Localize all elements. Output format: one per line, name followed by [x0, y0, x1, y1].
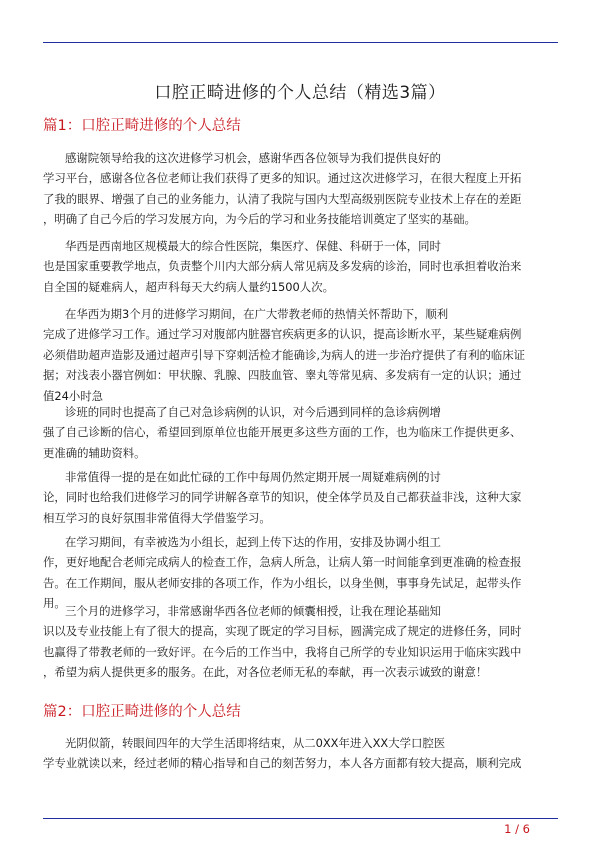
text-line: ，明确了自己今后的学习发展方向，为今后的学习和业务技能培训奠定了坚实的基础。 [43, 212, 476, 227]
text-line: 必须借助超声造影及通过超声引导下穿刺活检才能确诊,为病人的进一步治疗提供了有利的临床证 [43, 347, 526, 362]
text-line: 值24小时急 [43, 388, 104, 403]
text-line: 完成了进修学习工作。通过学习对腹部内脏器官疾病更多的认识，提高诊断水平，某些疑难病例 [43, 327, 522, 342]
text-line: 相互学习的良好氛围非常值得大学借鉴学习。 [43, 510, 271, 525]
text-line: 感谢院领导给我的这次进修学习机会，感谢华西各位领导为我们提供良好的 [65, 151, 441, 165]
text-line: 三个月的进修学习，非常感谢华西各位老师的倾囊相授，让我在理论基础知 [65, 604, 441, 618]
paragraph-1-1 [43, 148, 563, 230]
text-line: 学专业就读以来，经过老师的精心指导和自己的刻苦努力，本人各方面都有较大提高，顺利完成 [43, 756, 522, 771]
text-line: 诊班的同时也提高了自己对急诊病例的认识，对今后遇到同样的急诊病例增 [65, 405, 441, 419]
paragraph-1-7 [43, 601, 563, 683]
text-line: 非常值得一提的是在如此忙碌的工作中每周仍然定期开展一周疑难病例的讨 [65, 470, 441, 484]
paragraph-1-5 [43, 467, 563, 528]
paragraph-1-2 [43, 236, 563, 297]
header-rule [43, 42, 558, 43]
text-line: 论，同时也给我们进修学习的同学讲解各章节的知识，使全体学员及自己都获益非浅，这种大家 [43, 490, 522, 505]
text-line: 了我的眼界、增强了自己的业务能力，认清了我院与国内大型高级别医院专业技术上存在的差距 [43, 191, 522, 206]
paragraph-2-1 [43, 733, 563, 774]
paragraph-1-3 [43, 304, 563, 406]
text-line: 告。在工作期间，服从老师安排的各项工作，作为小组长，以身坐侧，事事身先试足，起带头作 [43, 575, 522, 590]
footer-rule [43, 818, 558, 819]
text-line: 也赢得了带教老师的一致好评。在今后的工作当中，我将自己所学的专业知识运用于临床实践中 [43, 644, 522, 659]
text-line: 作，更好地配合老师完成病人的检查工作，急病人所急，让病人第一时间能拿到更准确的检查报 [43, 555, 522, 570]
text-line: 光阴似箭，转眼间四年的大学生活即将结束，从二0XX年进入XX大学口腔医 [65, 736, 446, 750]
text-line: ，希望为病人提供更多的服务。在此，对各位老师无私的奉献，再一次表示诚致的谢意！ [43, 665, 488, 680]
page-number: 1 / 6 [504, 822, 530, 836]
text-line: 也是国家重要教学地点，负责整个川内大部分病人常见病及多发病的诊治，同时也承担着收治来 [43, 259, 522, 274]
section-heading-1: 篇1：口腔正畸进修的个人总结 [43, 118, 241, 134]
text-line: 识以及专业技能上有了很大的提高，实现了既定的学习目标，圆满完成了规定的进修任务，同时 [43, 624, 522, 639]
text-line: 强了自己诊断的信心，希望回到原单位也能开展更多这些方面的工作，也为临床工作提供更多、 [43, 425, 522, 440]
text-line: 在华西为期3个月的进修学习期间，在广大带教老师的热情关怀帮助下，顺利 [65, 307, 449, 321]
text-line: 更准确的辅助资料。 [43, 445, 146, 460]
text-line: 学习平台，感谢各位各位老师让我们获得了更多的知识。通过这次进修学习，在很大程度上开拓 [43, 171, 522, 186]
text-line: 华西是西南地区规模最大的综合性医院，集医疗、保健、科研于一体，同时 [65, 239, 441, 253]
text-line: 据；对浅表小器官例如：甲状腺、乳腺、四肢血管、睾丸等常见病、多发病有一定的认识；通过 [43, 368, 522, 383]
text-line: 用。 [43, 596, 66, 611]
document-title: 口腔正畸进修的个人总结（精选3篇） [154, 83, 446, 103]
text-line: 自全国的疑难病人，超声科每天大约病人量约1500人次。 [43, 279, 334, 294]
section-heading-2: 篇2：口腔正畸进修的个人总结 [43, 704, 241, 720]
paragraph-1-4 [43, 402, 563, 463]
text-line: 在学习期间，有幸被选为小组长，起到上传下达的作用，安排及协调小组工 [65, 535, 441, 549]
